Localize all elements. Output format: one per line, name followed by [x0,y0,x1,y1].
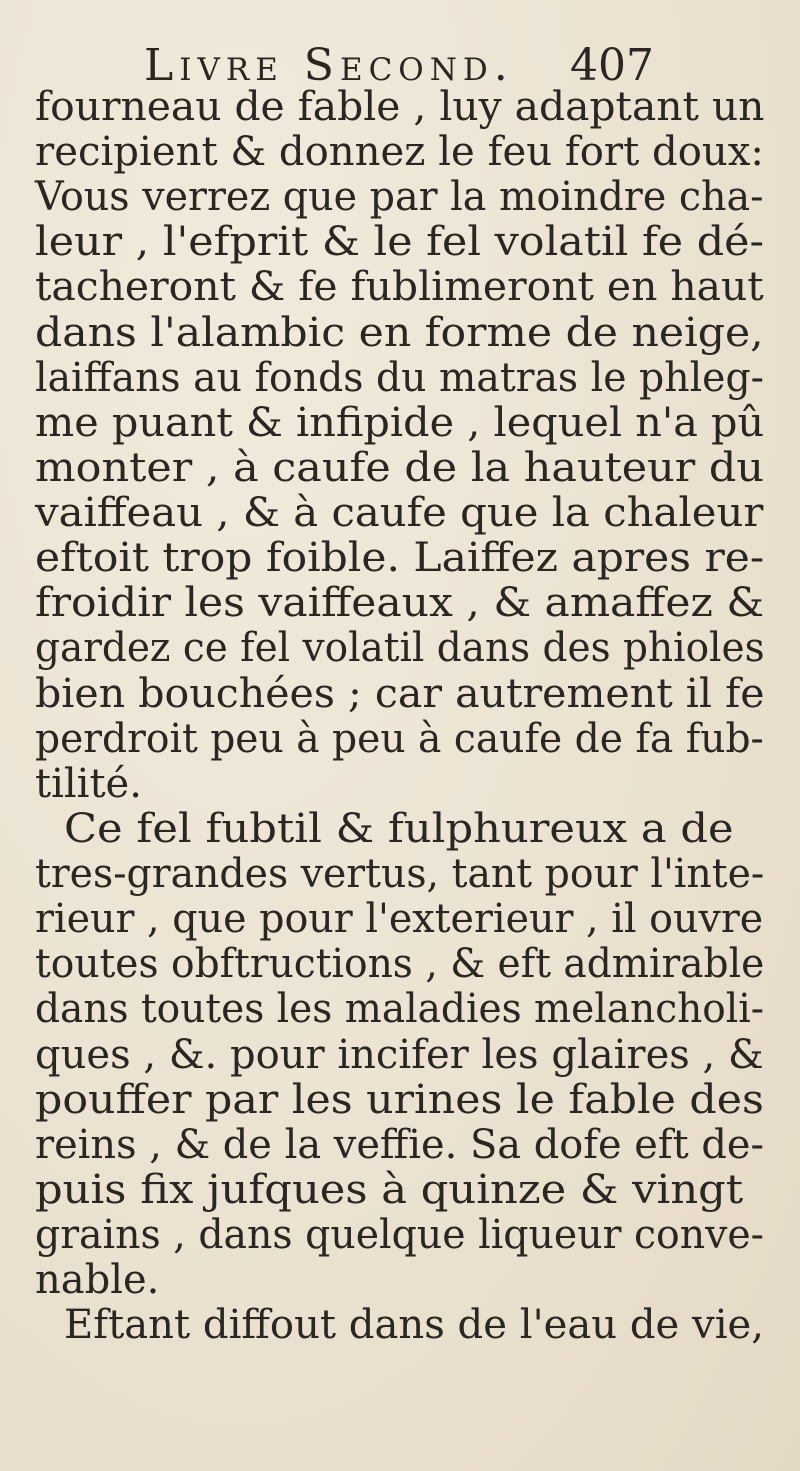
text-line: tres-grandes vertus, tant pour l'inte- [35,851,765,897]
text-line: pouffer par les urines le fable des [35,1077,764,1123]
text-line: monter , à caufe de la hauteur du [35,445,764,491]
text-line: ques , &. pour incifer les glaires , & [35,1032,764,1078]
text-line: recipient & donnez le feu fort doux: [35,129,764,175]
text-line: perdroit peu à peu à caufe de fa fub- [35,716,764,762]
page-number: 407 [570,40,654,91]
running-head: Livre Second. [144,40,514,91]
text-line: tacheront & fe fublimeront en haut [35,264,764,310]
text-line: leur , l'efprit & le fel volatil fe dé- [35,219,764,265]
text-line: fourneau de fable , luy adaptant un [35,84,765,130]
text-line: rieur , que pour l'exterieur , il ouvre [35,896,764,942]
text-line: nable. [35,1257,160,1303]
text-line: vaiffeau , & à caufe que la chaleur [35,490,764,536]
text-line: laiffans au fonds du matras le phleg- [35,355,764,401]
text-line: reins , & de la veffie. Sa dofe eft de- [35,1122,764,1168]
text-line: puis fix jufques à quinze & vingt [35,1167,744,1213]
text-line: gardez ce fel volatil dans des phioles [35,625,765,671]
text-line: toutes obftructions , & eft admirable [35,941,765,987]
text-line: Vous verrez que par la moindre cha- [35,174,764,220]
text-line: grains , dans quelque liqueur conve- [35,1212,765,1258]
text-line: tilité. [35,761,142,807]
text-line: dans l'alambic en forme de neige, [35,310,764,356]
text-line: Ce fel fubtil & fulphureux a de [64,806,734,852]
text-line: bien bouchées ; car autrement il fe [35,671,765,717]
text-line: Eftant diffout dans de l'eau de vie, [64,1302,765,1348]
text-line: dans toutes les maladies melancholi- [35,986,764,1032]
text-line: eftoit trop foible. Laiffez apres re- [35,535,765,581]
text-line: me puant & infipide , lequel n'a pû [35,400,765,446]
text-line: froidir les vaiffeaux , & amaffez & [35,580,765,626]
